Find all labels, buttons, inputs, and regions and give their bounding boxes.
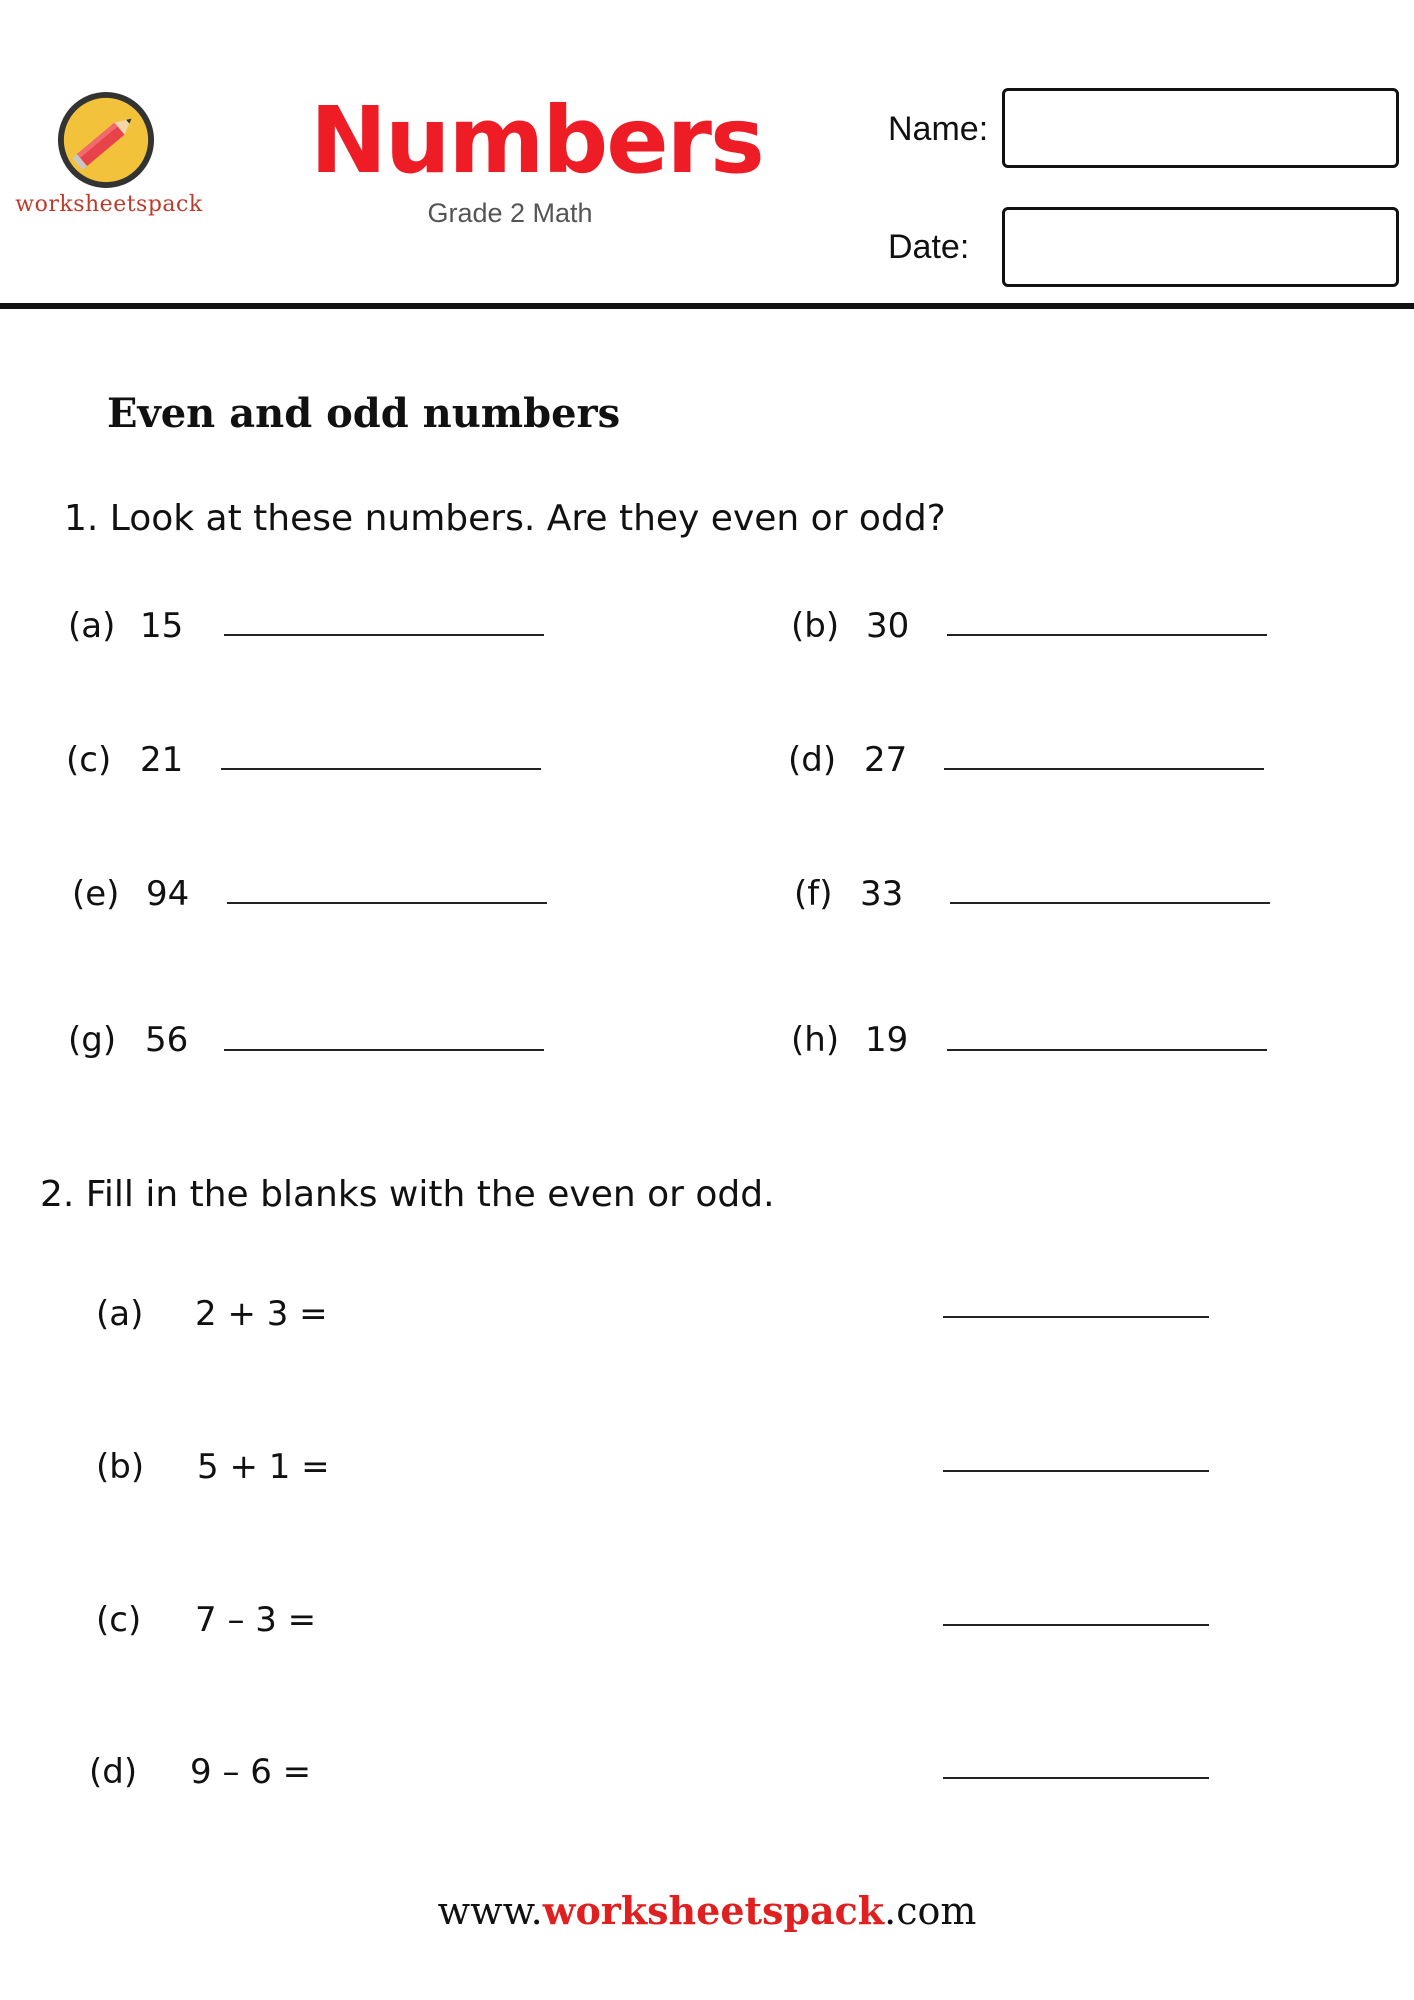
q2-item-label: (b) — [96, 1447, 145, 1487]
q1-item-value: 30 — [866, 606, 910, 646]
name-label: Name: — [888, 110, 989, 148]
footer-prefix: www. — [437, 1889, 543, 1933]
date-label: Date: — [888, 228, 970, 266]
pencil-logo-icon — [57, 91, 155, 189]
page-title: Numbers — [310, 87, 763, 194]
q1-item-value: 19 — [865, 1020, 909, 1060]
footer-url[interactable] — [0, 1888, 1414, 1933]
q1-item-value: 21 — [140, 740, 184, 780]
question-2-prompt: 2. Fill in the blanks with the even or odd. — [40, 1174, 775, 1215]
answer-line[interactable] — [224, 1049, 544, 1051]
q2-item-expr: 5 + 1 = — [197, 1447, 330, 1487]
date-field[interactable] — [1002, 207, 1399, 287]
q2-item-expr: 2 + 3 = — [195, 1294, 328, 1334]
answer-line[interactable] — [224, 634, 544, 636]
q2-item-label: (c) — [96, 1600, 142, 1640]
question-1-prompt: 1. Look at these numbers. Are they even or odd? — [64, 498, 946, 539]
q2-item-label: (a) — [96, 1294, 144, 1334]
logo — [14, 88, 204, 228]
q1-item-label: (e) — [72, 874, 120, 914]
footer-suffix: .com — [884, 1889, 977, 1933]
q1-item-label: (a) — [68, 606, 116, 646]
q1-item-label: (b) — [791, 606, 840, 646]
q2-item-expr: 9 – 6 = — [190, 1752, 312, 1792]
q1-item-value: 56 — [145, 1020, 189, 1060]
q1-item-value: 27 — [864, 740, 908, 780]
q2-item-label: (d) — [89, 1752, 138, 1792]
answer-line[interactable] — [943, 1777, 1209, 1779]
answer-line[interactable] — [943, 1470, 1209, 1472]
page-subtitle: Grade 2 Math — [427, 198, 593, 228]
q1-item-label: (g) — [68, 1020, 117, 1060]
answer-line[interactable] — [943, 1624, 1209, 1626]
q1-item-value: 94 — [146, 874, 190, 914]
q1-item-label: (c) — [66, 740, 112, 780]
q1-item-label: (d) — [788, 740, 837, 780]
answer-line[interactable] — [943, 1316, 1209, 1318]
name-field[interactable] — [1002, 88, 1399, 168]
answer-line[interactable] — [221, 768, 541, 770]
q1-item-value: 33 — [860, 874, 904, 914]
answer-line[interactable] — [944, 768, 1264, 770]
section-heading: Even and odd numbers — [107, 390, 621, 437]
footer-brand: worksheetspack — [542, 1888, 885, 1933]
answer-line[interactable] — [950, 902, 1270, 904]
q2-item-expr: 7 – 3 = — [195, 1600, 317, 1640]
q1-item-value: 15 — [140, 606, 184, 646]
answer-line[interactable] — [947, 1049, 1267, 1051]
logo-text: worksheetspack — [15, 192, 203, 217]
header-divider — [0, 303, 1414, 309]
q1-item-label: (f) — [794, 874, 833, 914]
answer-line[interactable] — [947, 634, 1267, 636]
q1-item-label: (h) — [791, 1020, 840, 1060]
answer-line[interactable] — [227, 902, 547, 904]
